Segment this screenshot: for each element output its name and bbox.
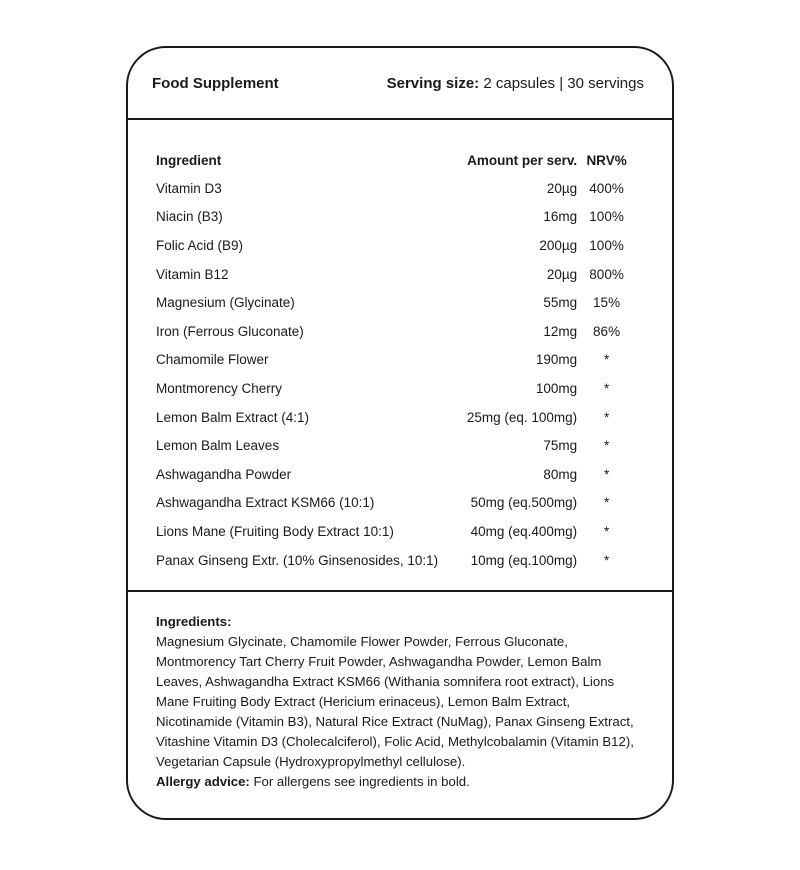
column-header-nrv: NRV% [586, 152, 627, 168]
ingredient-name: Magnesium (Glycinate) [156, 295, 295, 311]
ingredient-amount: 20µg [546, 180, 578, 196]
table-row [156, 346, 636, 375]
serving-size-value: 2 capsules | 30 servings [483, 74, 644, 92]
ingredient-nrv: * [603, 552, 610, 568]
ingredient-amount: 55mg [543, 295, 578, 311]
ingredients-heading: Ingredients: [156, 614, 232, 629]
table-row [156, 288, 636, 317]
ingredient-amount: 40mg (eq.400mg) [470, 523, 578, 539]
table-row [156, 260, 636, 289]
ingredient-amount: 16mg [543, 209, 578, 225]
label-header [128, 48, 672, 120]
ingredient-name: Montmorency Cherry [156, 380, 283, 396]
ingredient-name: Panax Ginseng Extr. (10% Ginsenosides, 10:1) [156, 552, 439, 568]
column-header-ingredient: Ingredient [156, 152, 222, 168]
ingredient-nrv: * [603, 438, 610, 454]
ingredient-nrv: * [603, 352, 610, 368]
table-row [156, 489, 636, 518]
ingredient-amount: 80mg [543, 466, 578, 482]
table-row [156, 403, 636, 432]
nutrition-table-section [128, 120, 672, 592]
ingredient-nrv: 800% [589, 266, 624, 282]
ingredient-nrv: 400% [589, 180, 624, 196]
ingredient-name: Niacin (B3) [156, 209, 223, 225]
ingredients-list: Magnesium Glycinate, Chamomile Flower Powder, Ferrous Gluconate, Montmorency Tart Cherry Fruit Powder, Ashwagandha Powder, Lemon Balm Leaves, Ashwagandha Extract KSM66 (Withania somnifera root extract), Lions Mane Fruiting Body Extract (Hericium erinaceus), Lemon Balm Extract, Nicotinamide (Vitamin B3), Natural Rice Extract (NuMag), Panax Ginseng Extract, Vitashine Vitamin D3 (Cholecalciferol), Folic Acid, Methylcobalamin (Vitamin B12), Vegetarian Capsule (Hydroxypropylmethyl cellulose). [156, 634, 634, 769]
allergy-advice-text: For allergens see ingredients in bold. [249, 774, 470, 789]
ingredient-amount: 20µg [546, 266, 578, 282]
serving-size [387, 75, 644, 92]
ingredient-amount: 200µg [539, 237, 578, 253]
ingredient-amount: 75mg [543, 438, 578, 454]
ingredient-amount: 100mg [535, 380, 578, 396]
ingredient-amount: 10mg (eq.100mg) [470, 552, 578, 568]
ingredient-nrv: 100% [589, 237, 624, 253]
ingredient-amount: 190mg [535, 352, 578, 368]
serving-size-label: Serving size: [386, 74, 480, 92]
ingredient-name: Lemon Balm Extract (4:1) [156, 409, 310, 425]
ingredient-amount: 50mg (eq.500mg) [470, 495, 578, 511]
allergy-advice-label: Allergy advice: [156, 774, 250, 789]
ingredient-nrv: * [603, 466, 610, 482]
ingredient-nrv: * [603, 523, 610, 539]
ingredient-amount: 12mg [543, 323, 578, 339]
ingredient-nrv: 100% [589, 209, 624, 225]
ingredient-name: Lions Mane (Fruiting Body Extract 10:1) [156, 523, 394, 539]
ingredient-nrv: 15% [593, 295, 621, 311]
ingredient-name: Ashwagandha Powder [156, 466, 292, 482]
ingredient-nrv: 86% [593, 323, 621, 339]
ingredient-name: Lemon Balm Leaves [156, 438, 280, 454]
supplement-label [126, 46, 674, 820]
nutrition-table [156, 146, 636, 574]
table-row [156, 546, 636, 575]
ingredient-nrv: * [603, 380, 610, 396]
table-row [156, 460, 636, 489]
product-title: Food Supplement [152, 74, 279, 92]
table-row [156, 174, 636, 203]
table-row [156, 431, 636, 460]
allergy-advice [156, 772, 648, 792]
table-row [156, 317, 636, 346]
ingredient-name: Folic Acid (B9) [156, 237, 244, 253]
ingredient-name: Ashwagandha Extract KSM66 (10:1) [156, 495, 375, 511]
table-row [156, 231, 636, 260]
column-header-amount: Amount per serv. [467, 152, 578, 168]
ingredients-section [128, 592, 672, 792]
table-row [156, 203, 636, 232]
ingredient-name: Iron (Ferrous Gluconate) [156, 323, 304, 339]
ingredient-nrv: * [603, 495, 610, 511]
ingredient-name: Chamomile Flower [156, 352, 269, 368]
table-row [156, 374, 636, 403]
ingredient-amount: 25mg (eq. 100mg) [466, 409, 578, 425]
table-header-row [156, 146, 636, 174]
ingredient-name: Vitamin B12 [156, 266, 229, 282]
ingredient-name: Vitamin D3 [156, 180, 222, 196]
table-row [156, 517, 636, 546]
ingredient-nrv: * [603, 409, 610, 425]
